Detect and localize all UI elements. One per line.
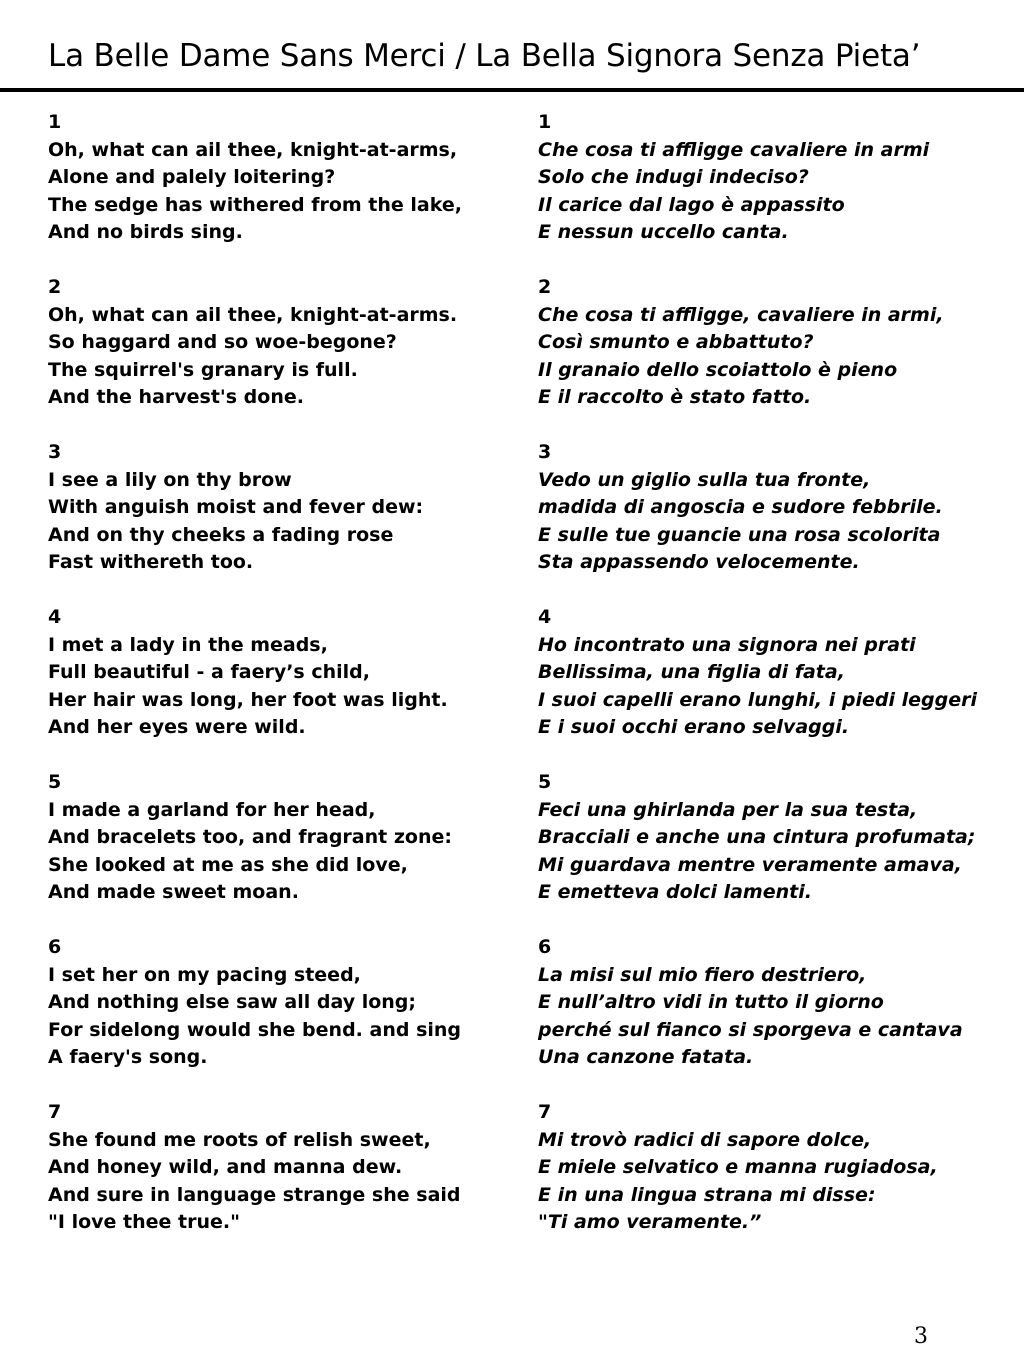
verse-line: Alone and palely loitering?: [48, 166, 336, 188]
stanza-number: 1: [538, 111, 552, 133]
verse-line: And bracelets too, and fragrant zone:: [48, 826, 452, 848]
verse-line: Oh, what can ail thee, knight-at-arms,: [48, 138, 458, 161]
english-stanza: [48, 274, 508, 412]
verse-line: E il raccolto è stato fatto.: [538, 386, 812, 408]
stanza-number: 3: [48, 441, 62, 463]
italian-stanza: [538, 1099, 998, 1237]
verse-line: Sta appassendo velocemente.: [538, 551, 860, 573]
verse-line: Solo che indugi indeciso?: [538, 166, 809, 188]
verse-line: And no birds sing.: [48, 221, 243, 243]
stanza-number: 6: [538, 936, 552, 958]
verse-line: E sulle tue guancie una rosa scolorita: [538, 523, 941, 546]
title-divider: [0, 88, 1024, 92]
verse-line: Full beautiful - a faery’s child,: [48, 661, 370, 683]
italian-stanza: [538, 439, 998, 577]
verse-line: E miele selvatico e manna rugiadosa,: [538, 1156, 938, 1178]
verse-line: Il carice dal lago è appassito: [538, 193, 845, 216]
verse-line: I see a lily on thy brow: [48, 468, 292, 491]
italian-stanza: [538, 934, 998, 1072]
verse-line: And her eyes were wild.: [48, 716, 306, 738]
verse-line: E null’altro vidi in tutto il giorno: [538, 991, 884, 1013]
stanza-number: 6: [48, 936, 62, 958]
verse-line: "I love thee true.": [48, 1211, 241, 1233]
verse-line: With anguish moist and fever dew:: [48, 496, 424, 518]
verse-line: She found me roots of relish sweet,: [48, 1128, 431, 1151]
english-stanza: [48, 604, 508, 742]
verse-line: E emetteva dolci lamenti.: [538, 881, 812, 903]
english-stanza: [48, 934, 508, 1072]
verse-line: For sidelong would she bend. and sing: [48, 1018, 462, 1041]
stanza-number: 5: [538, 771, 552, 793]
english-stanza: [48, 769, 508, 907]
stanza-number: 2: [48, 276, 62, 298]
page-title: La Belle Dame Sans Merci / La Bella Signora Senza Pieta’: [48, 38, 921, 74]
verse-line: La misi sul mio fiero destriero,: [538, 963, 867, 986]
verse-line: Il granaio dello scoiattolo è pieno: [538, 358, 898, 381]
verse-line: So haggard and so woe-begone?: [48, 331, 397, 353]
verse-line: E i suoi occhi erano selvaggi.: [538, 716, 850, 738]
verse-line: madida di angoscia e sudore febbrile.: [538, 496, 943, 518]
italian-stanza: [538, 274, 998, 412]
verse-line: I set her on my pacing steed,: [48, 963, 361, 986]
verse-line: Bracciali e anche una cintura profumata;: [538, 826, 976, 848]
stanza-number: 7: [48, 1101, 62, 1123]
verse-line: E nessun uccello canta.: [538, 221, 789, 243]
italian-stanza: [538, 109, 998, 247]
stanza-number: 4: [48, 606, 62, 628]
stanza-number: 2: [538, 276, 552, 298]
verse-line: Che cosa ti affligge cavaliere in armi: [538, 138, 930, 161]
verse-line: E in una lingua strana mi disse:: [538, 1183, 876, 1206]
stanza-number: 3: [538, 441, 552, 463]
verse-line: Così smunto e abbattuto?: [538, 331, 814, 353]
verse-line: The sedge has withered from the lake,: [48, 193, 462, 216]
verse-line: A faery's song.: [48, 1046, 208, 1068]
verse-line: Vedo un giglio sulla tua fronte,: [538, 468, 871, 491]
verse-line: Mi guardava mentre veramente amava,: [538, 853, 962, 876]
verse-line: "Ti amo veramente.”: [538, 1211, 762, 1233]
verse-line: Oh, what can ail thee, knight-at-arms.: [48, 303, 458, 326]
verse-line: And nothing else saw all day long;: [48, 991, 416, 1013]
stanza-number: 4: [538, 606, 552, 628]
verse-line: I suoi capelli erano lunghi, i piedi leggeri: [538, 688, 977, 711]
verse-line: Her hair was long, her foot was light.: [48, 688, 448, 711]
verse-line: I met a lady in the meads,: [48, 633, 328, 656]
verse-line: Bellissima, una figlia di fata,: [538, 661, 845, 683]
verse-line: And honey wild, and manna dew.: [48, 1156, 403, 1178]
verse-line: perché sul fianco si sporgeva e cantava: [538, 1018, 963, 1041]
verse-line: Fast withereth too.: [48, 551, 254, 573]
english-stanza: [48, 1099, 508, 1237]
stanza-number: 1: [48, 111, 62, 133]
verse-line: Che cosa ti affligge, cavaliere in armi,: [538, 303, 944, 326]
verse-line: And made sweet moan.: [48, 881, 299, 903]
verse-line: She looked at me as she did love,: [48, 853, 408, 876]
stanza-number: 7: [538, 1101, 552, 1123]
english-poem-column: [48, 109, 508, 1264]
english-stanza: [48, 109, 508, 247]
stanza-number: 5: [48, 771, 62, 793]
verse-line: And sure in language strange she said: [48, 1183, 461, 1206]
verse-line: Ho incontrato una signora nei prati: [538, 633, 916, 656]
english-stanza: [48, 439, 508, 577]
verse-line: And the harvest's done.: [48, 386, 304, 408]
verse-line: Mi trovò radici di sapore dolce,: [538, 1128, 872, 1151]
italian-translation-column: [538, 109, 998, 1264]
verse-line: Una canzone fatata.: [538, 1046, 754, 1068]
page-number: 3: [914, 1324, 928, 1349]
verse-line: Feci una ghirlanda per la sua testa,: [538, 798, 918, 821]
verse-line: And on thy cheeks a fading rose: [48, 523, 394, 546]
verse-line: The squirrel's granary is full.: [48, 358, 358, 381]
italian-stanza: [538, 769, 998, 907]
verse-line: I made a garland for her head,: [48, 798, 376, 821]
italian-stanza: [538, 604, 998, 742]
